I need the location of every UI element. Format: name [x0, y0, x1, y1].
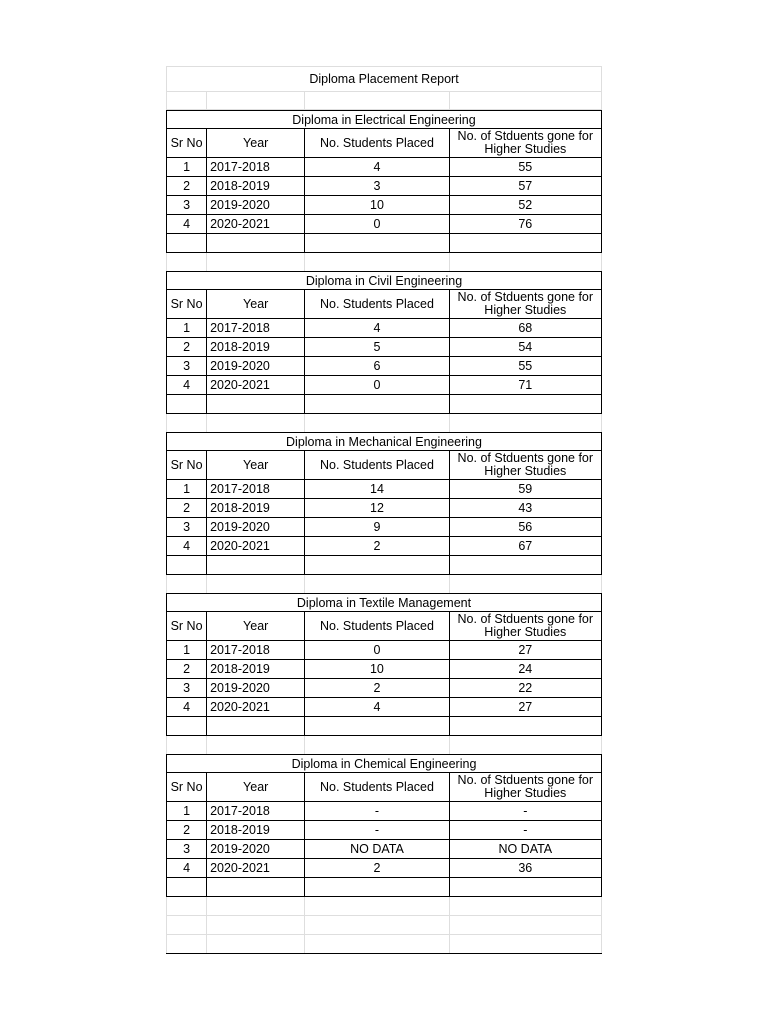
- page-title: Diploma Placement Report: [167, 67, 602, 92]
- cell-higher-studies: 57: [449, 177, 601, 196]
- cell-sr-no: 4: [167, 859, 207, 878]
- cell-placed: -: [305, 802, 449, 821]
- section-title: Diploma in Electrical Engineering: [167, 111, 602, 129]
- cell-placed: 9: [305, 518, 449, 537]
- cell-higher-studies: -: [449, 821, 601, 840]
- cell-placed: 10: [305, 660, 449, 679]
- cell-higher-studies: 52: [449, 196, 601, 215]
- cell-sr-no: 1: [167, 641, 207, 660]
- cell-higher-studies: 43: [449, 499, 601, 518]
- cell-higher-studies: 22: [449, 679, 601, 698]
- cell-placed: 0: [305, 641, 449, 660]
- empty-row: [167, 717, 602, 736]
- section-table: [166, 432, 602, 575]
- header-placed: No. Students Placed: [305, 290, 449, 319]
- cell-placed: 12: [305, 499, 449, 518]
- cell-placed: 4: [305, 158, 449, 177]
- header-sr-no: Sr No: [167, 451, 207, 480]
- cell-sr-no: 4: [167, 376, 207, 395]
- section-gap: [166, 414, 602, 432]
- cell-sr-no: 1: [167, 480, 207, 499]
- cell-year: 2017-2018: [207, 641, 305, 660]
- section-gap: [166, 736, 602, 754]
- cell-placed: 4: [305, 698, 449, 717]
- table-row: [167, 357, 602, 376]
- cell-higher-studies: 27: [449, 641, 601, 660]
- table-row: [167, 821, 602, 840]
- cell-higher-studies: 36: [449, 859, 601, 878]
- cell-higher-studies: 55: [449, 357, 601, 376]
- cell-placed: 10: [305, 196, 449, 215]
- section-gap: [166, 575, 602, 593]
- header-higher-studies: No. of Stduents gone for Higher Studies: [449, 451, 601, 480]
- header-sr-no: Sr No: [167, 129, 207, 158]
- table-row: [167, 158, 602, 177]
- cell-year: 2020-2021: [207, 698, 305, 717]
- cell-sr-no: 3: [167, 679, 207, 698]
- sections-container: [166, 110, 602, 915]
- cell-year: 2018-2019: [207, 499, 305, 518]
- table-row: [167, 196, 602, 215]
- cell-sr-no: 2: [167, 338, 207, 357]
- cell-higher-studies: 24: [449, 660, 601, 679]
- cell-sr-no: 4: [167, 215, 207, 234]
- section-table: [166, 271, 602, 414]
- header-sr-no: Sr No: [167, 773, 207, 802]
- cell-sr-no: 3: [167, 840, 207, 859]
- cell-higher-studies: 56: [449, 518, 601, 537]
- cell-placed: 3: [305, 177, 449, 196]
- cell-sr-no: 2: [167, 660, 207, 679]
- table-row: [167, 215, 602, 234]
- cell-placed: -: [305, 821, 449, 840]
- cell-year: 2017-2018: [207, 158, 305, 177]
- cell-placed: 6: [305, 357, 449, 376]
- cell-higher-studies: NO DATA: [449, 840, 601, 859]
- cell-higher-studies: 67: [449, 537, 601, 556]
- cell-year: 2019-2020: [207, 679, 305, 698]
- header-higher-studies: No. of Stduents gone for Higher Studies: [449, 129, 601, 158]
- table-row: [167, 480, 602, 499]
- header-placed: No. Students Placed: [305, 129, 449, 158]
- table-row: [167, 177, 602, 196]
- cell-higher-studies: 54: [449, 338, 601, 357]
- cell-sr-no: 2: [167, 177, 207, 196]
- section-title: Diploma in Mechanical Engineering: [167, 433, 602, 451]
- header-year: Year: [207, 129, 305, 158]
- cell-sr-no: 3: [167, 518, 207, 537]
- table-row: [167, 518, 602, 537]
- table-row: [167, 537, 602, 556]
- cell-higher-studies: 71: [449, 376, 601, 395]
- cell-year: 2020-2021: [207, 376, 305, 395]
- table-row: [167, 660, 602, 679]
- table-row: [167, 376, 602, 395]
- cell-placed: 2: [305, 859, 449, 878]
- cell-higher-studies: 27: [449, 698, 601, 717]
- cell-sr-no: 4: [167, 537, 207, 556]
- header-year: Year: [207, 612, 305, 641]
- cell-year: 2018-2019: [207, 821, 305, 840]
- cell-year: 2020-2021: [207, 537, 305, 556]
- cell-year: 2018-2019: [207, 338, 305, 357]
- table-row: [167, 698, 602, 717]
- table-row: [167, 338, 602, 357]
- cell-higher-studies: -: [449, 802, 601, 821]
- section-title: Diploma in Civil Engineering: [167, 272, 602, 290]
- cell-sr-no: 1: [167, 802, 207, 821]
- table-row: [167, 679, 602, 698]
- cell-placed: 2: [305, 679, 449, 698]
- cell-sr-no: 4: [167, 698, 207, 717]
- header-placed: No. Students Placed: [305, 451, 449, 480]
- section-title: Diploma in Chemical Engineering: [167, 755, 602, 773]
- cell-year: 2017-2018: [207, 480, 305, 499]
- header-sr-no: Sr No: [167, 290, 207, 319]
- section-gap: [166, 253, 602, 271]
- cell-higher-studies: 59: [449, 480, 601, 499]
- header-year: Year: [207, 773, 305, 802]
- section-title: Diploma in Textile Management: [167, 594, 602, 612]
- section-gap: [166, 897, 602, 915]
- table-row: [167, 641, 602, 660]
- cell-higher-studies: 68: [449, 319, 601, 338]
- table-row: [167, 319, 602, 338]
- empty-row: [167, 556, 602, 575]
- spreadsheet: [166, 66, 602, 954]
- empty-row: [167, 395, 602, 414]
- title-table: [166, 66, 602, 110]
- header-year: Year: [207, 290, 305, 319]
- cell-year: 2019-2020: [207, 518, 305, 537]
- cell-sr-no: 2: [167, 499, 207, 518]
- header-sr-no: Sr No: [167, 612, 207, 641]
- header-placed: No. Students Placed: [305, 773, 449, 802]
- cell-higher-studies: 55: [449, 158, 601, 177]
- cell-placed: 5: [305, 338, 449, 357]
- table-row: [167, 499, 602, 518]
- cell-year: 2019-2020: [207, 196, 305, 215]
- table-row: [167, 802, 602, 821]
- cell-sr-no: 3: [167, 196, 207, 215]
- cell-year: 2019-2020: [207, 840, 305, 859]
- cell-sr-no: 3: [167, 357, 207, 376]
- header-placed: No. Students Placed: [305, 612, 449, 641]
- cell-year: 2017-2018: [207, 319, 305, 338]
- cell-year: 2017-2018: [207, 802, 305, 821]
- cell-year: 2020-2021: [207, 859, 305, 878]
- cell-sr-no: 2: [167, 821, 207, 840]
- cell-sr-no: 1: [167, 319, 207, 338]
- header-year: Year: [207, 451, 305, 480]
- cell-placed: 4: [305, 319, 449, 338]
- cell-higher-studies: 76: [449, 215, 601, 234]
- table-row: [167, 859, 602, 878]
- empty-row: [167, 878, 602, 897]
- cell-placed: 0: [305, 215, 449, 234]
- cell-year: 2020-2021: [207, 215, 305, 234]
- header-higher-studies: No. of Stduents gone for Higher Studies: [449, 612, 601, 641]
- cell-year: 2019-2020: [207, 357, 305, 376]
- empty-row: [167, 234, 602, 253]
- cell-year: 2018-2019: [207, 660, 305, 679]
- cell-placed: 14: [305, 480, 449, 499]
- cell-year: 2018-2019: [207, 177, 305, 196]
- header-higher-studies: No. of Stduents gone for Higher Studies: [449, 773, 601, 802]
- table-row: [167, 840, 602, 859]
- trailing-empty-rows: [166, 915, 602, 954]
- section-table: [166, 754, 602, 897]
- cell-placed: 0: [305, 376, 449, 395]
- header-higher-studies: No. of Stduents gone for Higher Studies: [449, 290, 601, 319]
- section-table: [166, 110, 602, 253]
- cell-sr-no: 1: [167, 158, 207, 177]
- section-table: [166, 593, 602, 736]
- cell-placed: NO DATA: [305, 840, 449, 859]
- cell-placed: 2: [305, 537, 449, 556]
